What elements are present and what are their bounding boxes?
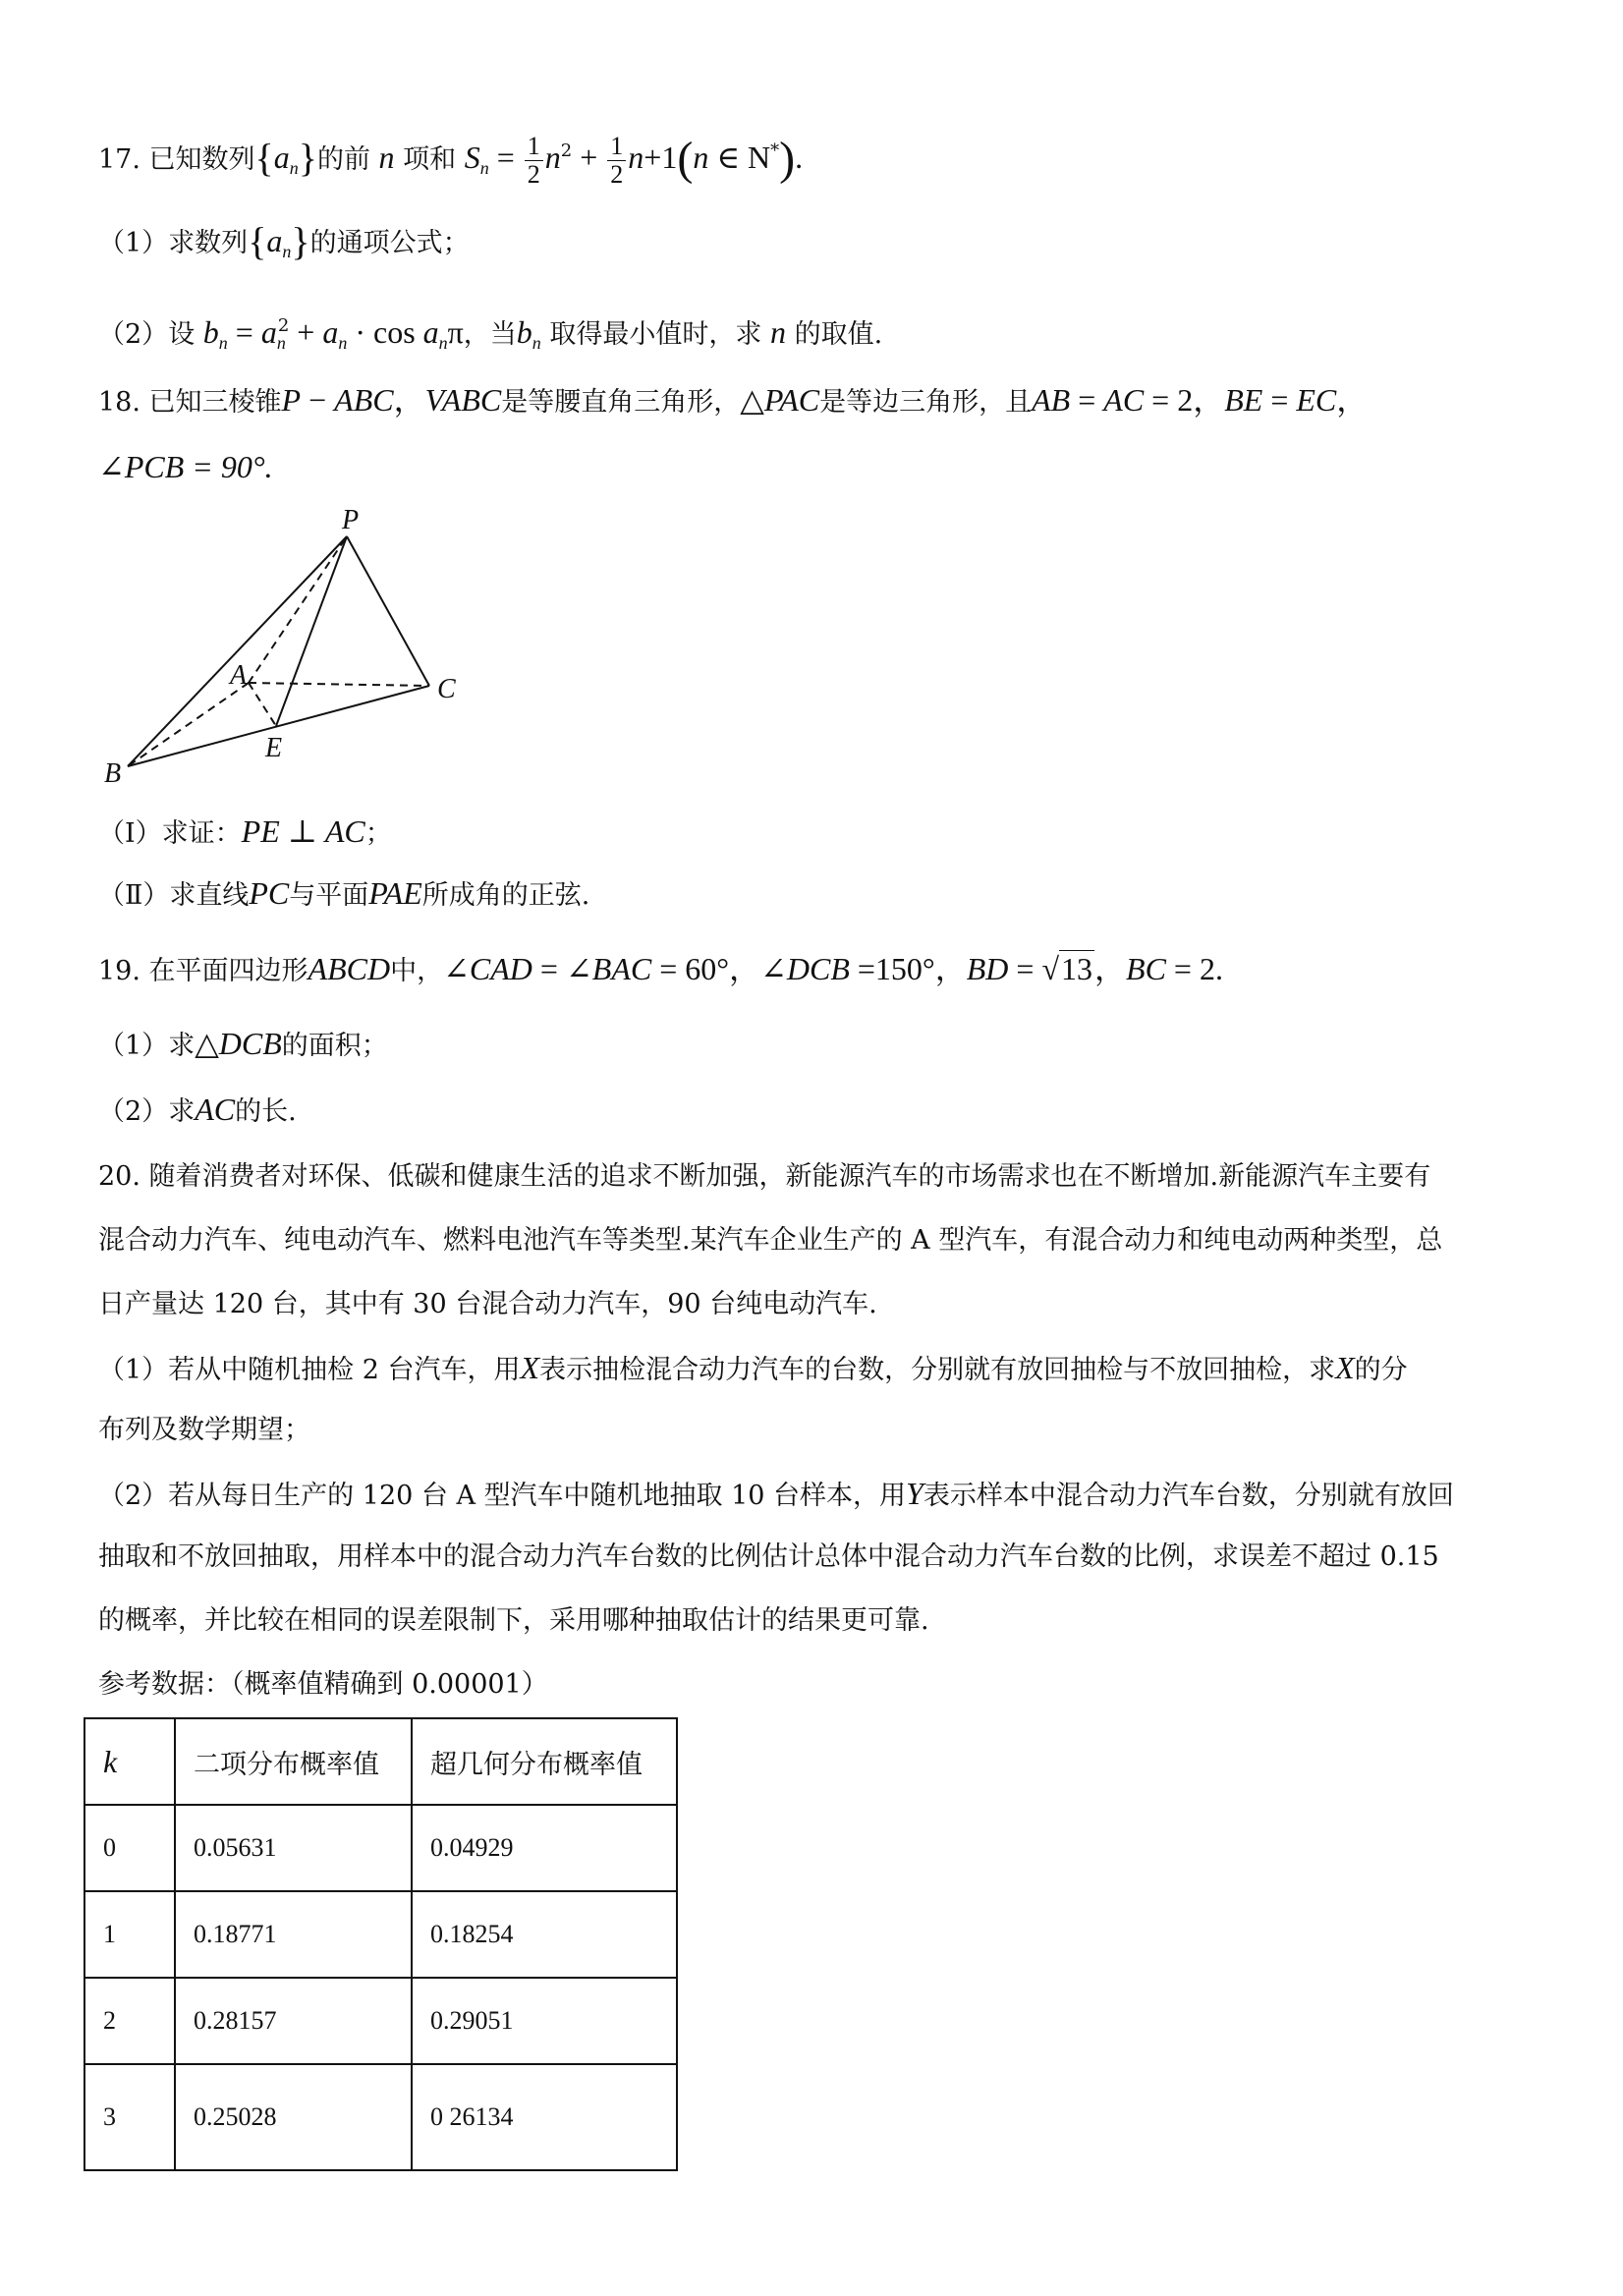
q17-part1: （1）求数列$\{a_n\}$的通项公式；: [98, 219, 470, 263]
q19-stem-text-b: 中，: [390, 956, 444, 986]
q20-part1: [98, 1348, 1408, 1390]
label-A: A: [230, 660, 248, 691]
table-row: [84, 1978, 677, 2064]
table-header-binomial: 二项分布概率值: [175, 1718, 412, 1805]
q20-line1: 20. 随着消费者对环保、低碳和健康生活的追求不断加强，新能源汽车的市场需求也在不断增加.新能源汽车主要有: [98, 1161, 1431, 1192]
q18-part2-text-b: 与平面: [289, 880, 369, 911]
table-header-k: k: [84, 1718, 175, 1805]
q19-part1: （1）求△DCB的面积；: [98, 1026, 388, 1061]
q18-number: 18.: [98, 387, 140, 418]
tetrahedron-figure: [98, 501, 472, 796]
q20-part2-text-b: 表示样本中混合动力汽车台数，分别就有放回: [923, 1481, 1454, 1511]
table-cell-hypergeometric: 0.18254: [412, 1891, 677, 1978]
table-row: [84, 1805, 677, 1891]
label-P: P: [342, 505, 360, 535]
label-C: C: [437, 674, 456, 704]
edge-AC: [249, 683, 429, 686]
table-row: [84, 2064, 677, 2170]
q18-part1-text: 求证：: [161, 818, 242, 849]
edge-PC: [347, 536, 429, 686]
q17-stem-text-a: 已知数列: [148, 144, 255, 175]
edge-PA: [249, 536, 347, 683]
q20-part2-text-a: （2）若从每日生产的 120 台 A 型汽车中随机地抽取 10 台样本，用: [98, 1481, 907, 1511]
q17-part1-text: 求数列: [168, 228, 249, 258]
q17-part2-number: （2）: [98, 319, 169, 350]
edge-AB: [128, 683, 249, 766]
label-B: B: [104, 758, 122, 789]
table-cell-k: 1: [84, 1891, 175, 1978]
table-cell-k: 2: [84, 1978, 175, 2064]
q19-stem: 19. 在平面四边形ABCD中，∠CAD = ∠BAC = 60°，∠DCB =150°，BD = √13，BC = 2.: [98, 951, 1223, 986]
q19-stem-text-a: 在平面四边形: [148, 956, 308, 986]
q20-part1-line2: 布列及数学期望；: [98, 1415, 310, 1445]
q20-part1-text-a: （1）若从中随机抽检 2 台汽车，用: [98, 1355, 521, 1385]
q17-number: 17.: [98, 144, 140, 175]
edge-AE: [249, 683, 276, 726]
q20-var-x-2: X: [1335, 1350, 1355, 1385]
q17-part1-number: （1）: [98, 228, 169, 258]
q18-stem-text-c: 是等边三角形，且: [819, 387, 1033, 418]
q18-part1: （Ⅰ）求证：PE ⊥ AC；: [98, 813, 392, 849]
q20-part2-line3: 的概率，并比较在相同的误差限制下，采用哪种抽取估计的结果更可靠.: [98, 1605, 929, 1636]
table-cell-hypergeometric: 0 26134: [412, 2064, 677, 2170]
q19-part1-text-a: 求: [168, 1031, 196, 1061]
q17-part2-text-d: 的取值.: [794, 319, 883, 350]
q19-part2-text-b: 的长.: [235, 1096, 297, 1127]
q17-stem: 17. 已知数列$\{a_n\}$的前 n 项和 $S_n$ = $\frac{1}{2}$ $n^2$ + $\frac{1}{2}$ n+1(n ∈ N*).: [98, 132, 804, 189]
q20-line2: 混合动力汽车、纯电动汽车、燃料电池汽车等类型.某汽车企业生产的 A 型汽车，有混合动力和纯电动两种类型，总: [98, 1225, 1443, 1256]
q18-part2-text-c: 所成角的正弦.: [421, 880, 590, 911]
q18-angle-text: ∠PCB = 90°.: [98, 449, 273, 484]
q20-part1-text-b: 表示抽检混合动力汽车的台数，分别就有放回抽检与不放回抽检，求: [539, 1355, 1336, 1385]
q20-var-y: Y: [906, 1476, 923, 1511]
table-cell-binomial: 0.25028: [175, 2064, 412, 2170]
table-cell-k: 0: [84, 1805, 175, 1891]
q19-part1-text-b: 的面积；: [281, 1031, 388, 1061]
edge-PE: [276, 536, 347, 726]
q18-part2: （Ⅱ）求直线PC与平面PAE所成角的正弦.: [98, 875, 590, 911]
table-cell-binomial: 0.18771: [175, 1891, 412, 1978]
table-row: [84, 1891, 677, 1978]
table-header-row: [84, 1718, 677, 1805]
table-header-hypergeometric: 超几何分布概率值: [412, 1718, 677, 1805]
table-cell-k: 3: [84, 2064, 175, 2170]
q18-stem-text-b: 是等腰直角三角形，: [501, 387, 741, 418]
q20-var-x: X: [520, 1350, 540, 1385]
q18-stem-text-a: 已知三棱锥: [148, 387, 282, 418]
q20-part2: [98, 1474, 1454, 1516]
q17-part2-text-a: 设: [168, 319, 196, 350]
q19-part2: （2）求AC的长.: [98, 1092, 297, 1127]
q18-part2-number: （Ⅱ）: [98, 880, 170, 911]
q17-stem-text-b: 的前: [316, 144, 370, 175]
q19-part2-number: （2）: [98, 1096, 169, 1127]
q20-line3: 日产量达 120 台，其中有 30 台混合动力汽车，90 台纯电动汽车.: [98, 1289, 877, 1319]
table-cell-binomial: 0.05631: [175, 1805, 412, 1891]
q18-stem: 18. 已知三棱锥P − ABC，VABC是等腰直角三角形，△PAC是等边三角形，且AB = AC = 2，BE = EC，: [98, 382, 1369, 418]
q19-part1-number: （1）: [98, 1031, 169, 1061]
q19-number: 19.: [98, 956, 140, 986]
table-cell-hypergeometric: 0.29051: [412, 1978, 677, 2064]
q17-stem-text-c: 项和: [403, 144, 457, 175]
q20-part2-line2: 抽取和不放回抽取，用样本中的混合动力汽车台数的比例估计总体中混合动力汽车台数的比例，求误差不超过 0.15: [98, 1541, 1439, 1572]
probability-table: [84, 1717, 678, 2171]
q17-part2-text-b: ，当: [463, 319, 517, 350]
q17-part2-text-c: 取得最小值时，求: [549, 319, 762, 350]
q20-part1-text-c: 的分: [1354, 1355, 1408, 1385]
q18-angle: [98, 447, 273, 489]
edge-PB: [128, 536, 347, 766]
q18-part1-number: （Ⅰ）: [98, 818, 162, 849]
q17-part2: （2）设 $b_n = a_n^2 + a_n \cdot \cos a_n\pi$，当$b_n$ 取得最小值时，求 n 的取值.: [98, 314, 883, 353]
q17-part1-text-b: 的通项公式；: [309, 228, 470, 258]
q19-part2-text-a: 求: [168, 1096, 196, 1127]
q20-reference: 参考数据：（概率值精确到 0.00001）: [98, 1669, 548, 1700]
q18-part2-text-a: 求直线: [169, 880, 250, 911]
label-E: E: [265, 733, 283, 763]
table-cell-hypergeometric: 0.04929: [412, 1805, 677, 1891]
table-cell-binomial: 0.28157: [175, 1978, 412, 2064]
